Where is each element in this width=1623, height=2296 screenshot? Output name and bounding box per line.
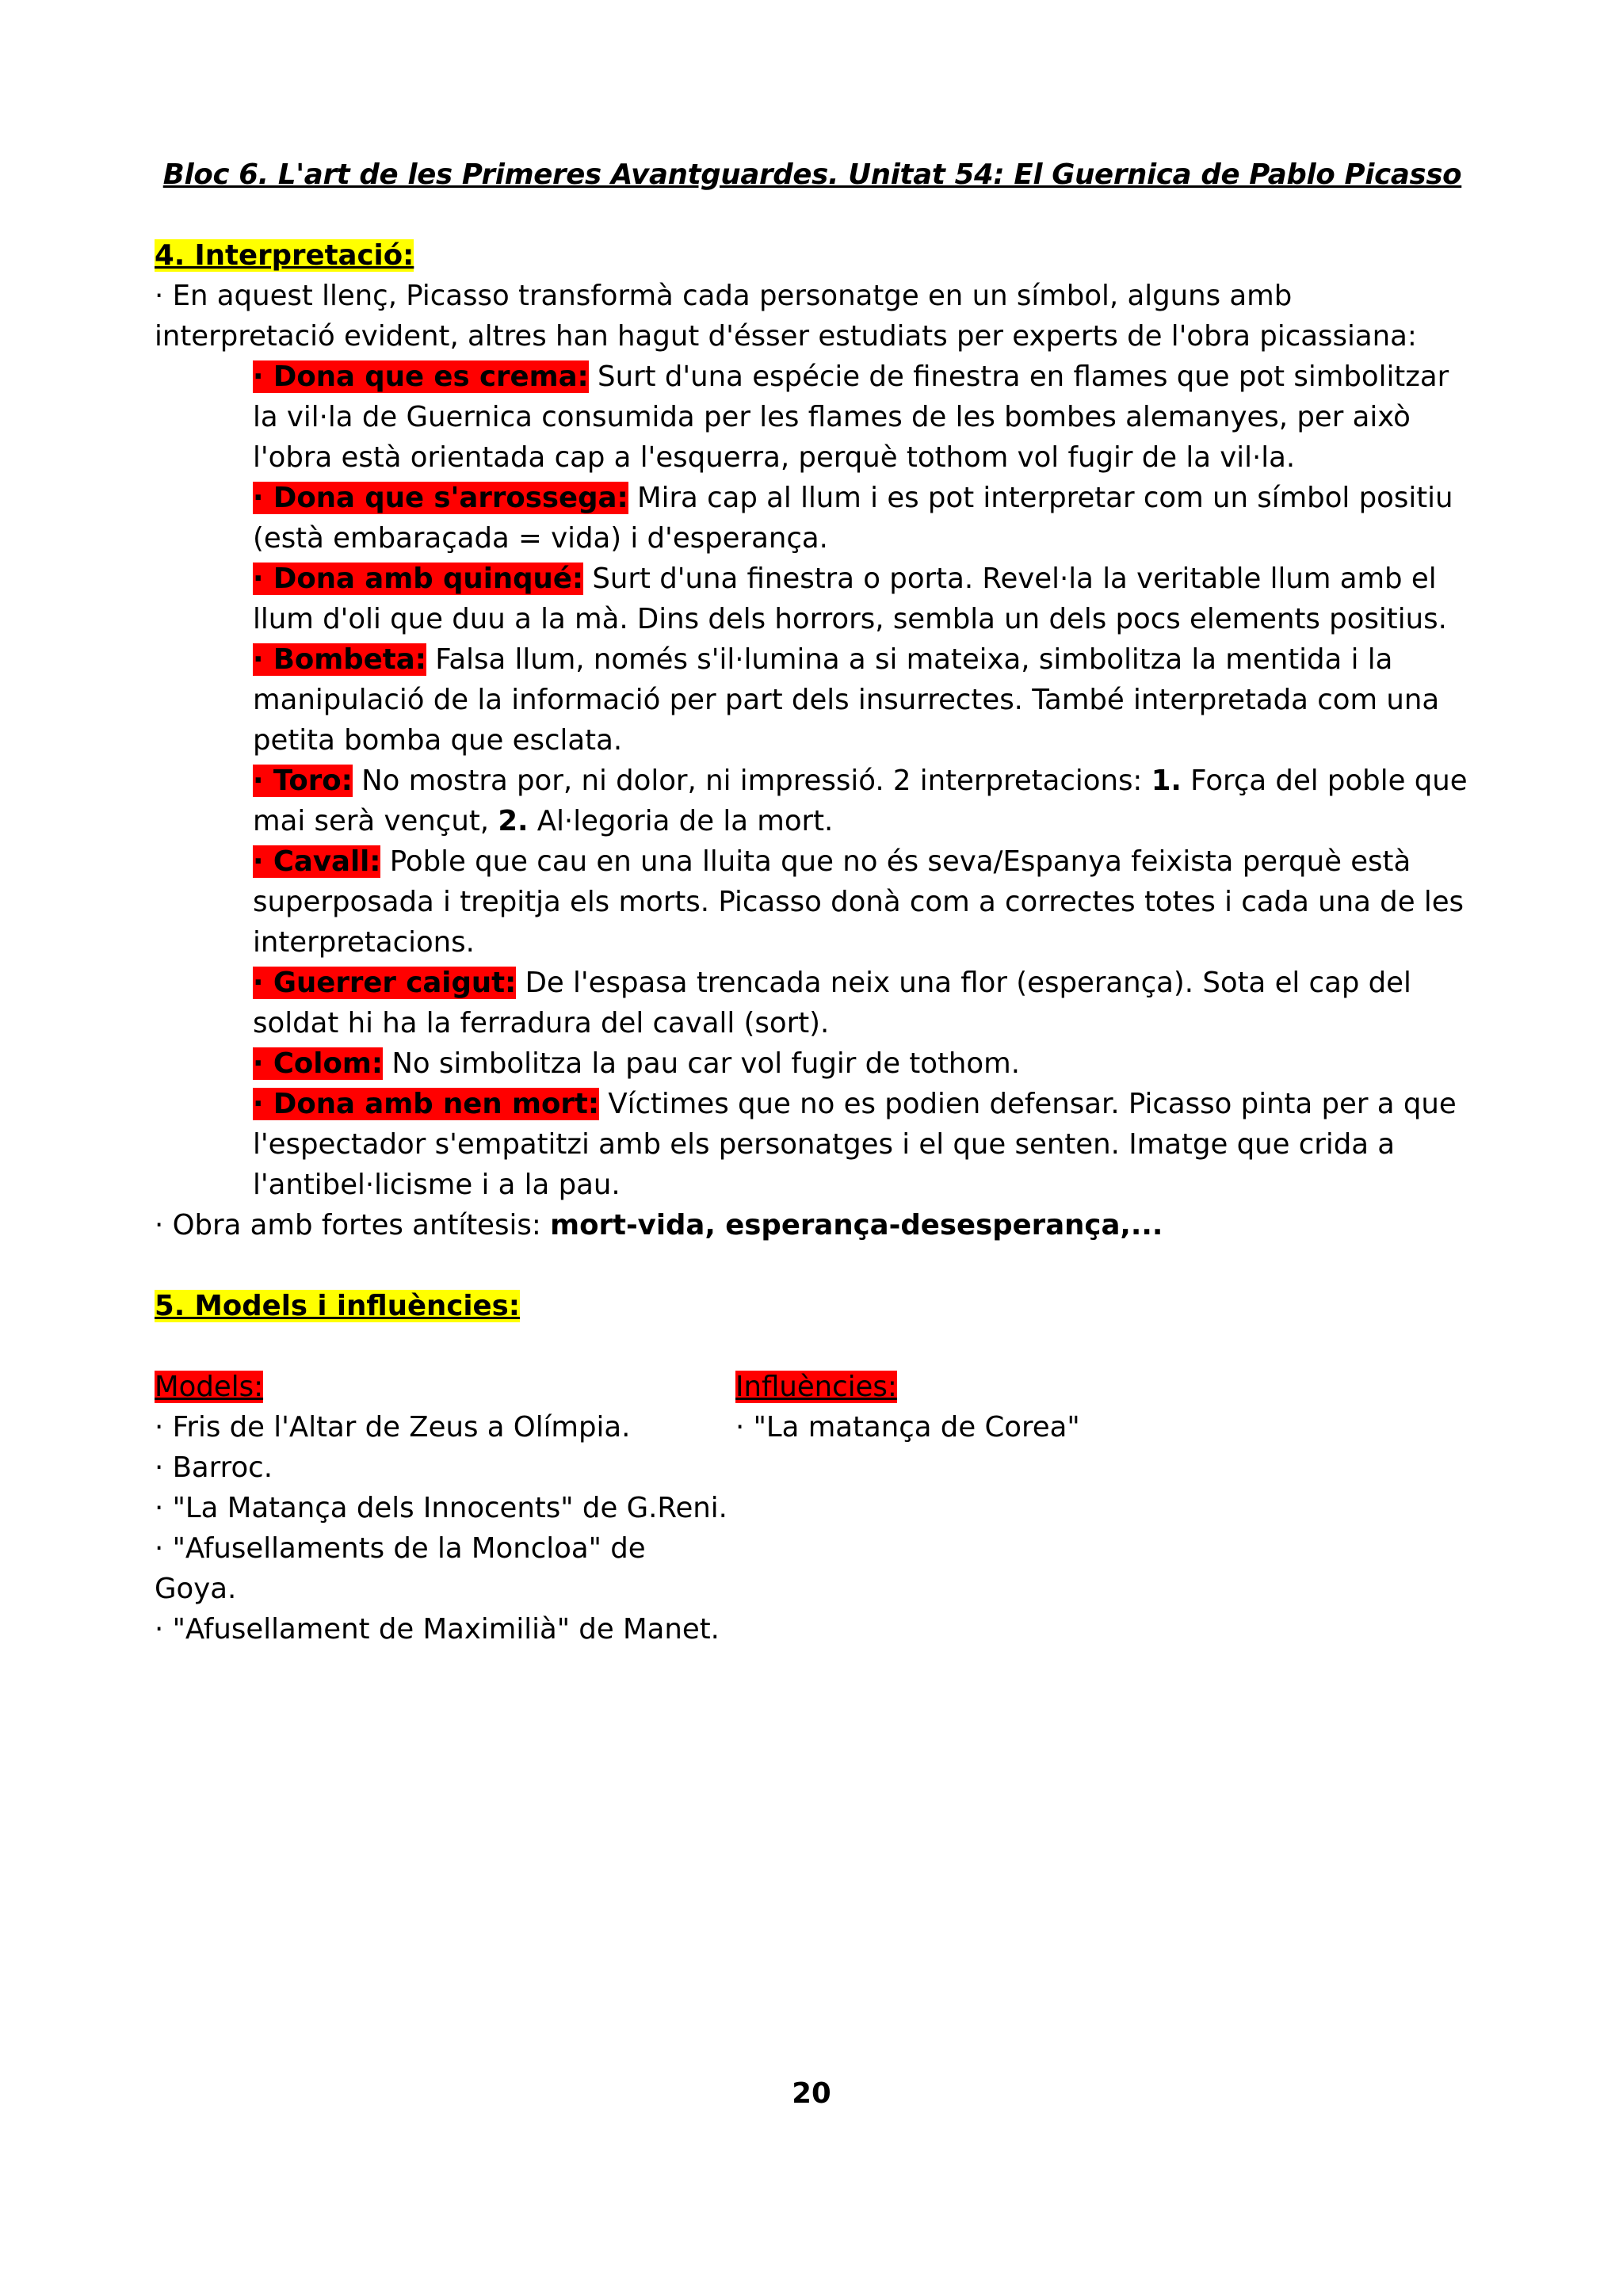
symbol-item [155, 559, 1470, 639]
symbol-term: · Dona que s'arrossega: [253, 482, 628, 514]
section-4-heading: 4. Interpretació: [155, 239, 414, 272]
symbol-term: · Dona amb quinqué: [253, 563, 584, 595]
symbol-text: Víctimes que no es podien defensar. Picasso pinta per a que l'espectador s'empatitzi amb els personatges i el que senten. Imatge que crida a l'antibel·licisme i a la pau. [253, 1088, 1457, 1201]
models-column [155, 1367, 735, 1650]
list-item: · "La Matança dels Innocents" de G.Reni. [155, 1492, 727, 1524]
section-5 [155, 1286, 1470, 1650]
symbol-item [155, 478, 1470, 559]
models-label: Models: [155, 1371, 264, 1403]
document-page [155, 154, 1470, 1650]
spacer [155, 1245, 1470, 1286]
spacer [155, 195, 1470, 235]
symbol-term: · Dona amb nen mort: [253, 1088, 600, 1120]
symbol-text: Surt d'una espécie de finestra en flames que pot simbolitzar la vil·la de Guernica consumida per les flames de les bombes alemanyes, per això l'obra està orientada cap a l'esquerra, perquè tothom vol fugir de la vil·la. [253, 360, 1449, 474]
symbol-item [155, 963, 1470, 1043]
influences-column [735, 1367, 1470, 1650]
symbol-text: Surt d'una finestra o porta. Revel·la la veritable llum amb el llum d'oli que duu a la mà. Dins dels horrors, sembla un dels pocs elements positius. [253, 563, 1447, 635]
symbol-term: · Bombeta: [253, 643, 426, 676]
symbol-term: · Colom: [253, 1047, 384, 1080]
symbol-item [155, 841, 1470, 963]
page-number: 20 [792, 2077, 831, 2110]
symbol-text: De l'espasa trencada neix una flor (esperança). Sota el cap del soldat hi ha la ferradura del cavall (sort). [253, 967, 1411, 1039]
spacer [155, 1326, 1470, 1367]
antithesis-line [155, 1205, 1470, 1245]
symbol-term: · Guerrer caigut: [253, 967, 517, 999]
symbol-term: · Dona que es crema: [253, 360, 589, 393]
interpretation-number: 2. [498, 805, 529, 837]
section-4 [155, 235, 1470, 1245]
influences-label: Influències: [735, 1371, 897, 1403]
symbol-text: Força del poble que mai serà vençut, [253, 765, 1468, 837]
symbol-term: · Toro: [253, 765, 353, 797]
symbol-item [155, 357, 1470, 478]
list-item: · "Afusellament de Maximilià" de Manet. [155, 1613, 720, 1646]
list-item: · "Afusellaments de la Moncloa" de Goya. [155, 1532, 646, 1605]
symbol-text: Al·legoria de la mort. [528, 805, 834, 837]
symbol-text: Falsa llum, només s'il·lumina a si mateixa, simbolitza la mentida i la manipulació de la informació per part dels insurrectes. També interpretada com una petita bomba que esclata. [253, 643, 1440, 757]
symbol-item [155, 1084, 1470, 1205]
antithesis-prefix: · Obra amb fortes antítesis: [155, 1209, 551, 1241]
list-item: · "La matança de Corea" [735, 1411, 1080, 1444]
symbol-item [155, 1043, 1470, 1084]
symbol-text: No mostra por, ni dolor, ni impressió. 2 interpretacions: [352, 765, 1151, 797]
symbol-item [155, 639, 1470, 761]
symbol-text: Mira cap al llum i es pot interpretar com un símbol positiu (està embaraçada = vida) i d'esperança. [253, 482, 1453, 555]
symbol-text: No simbolitza la pau car vol fugir de tothom. [383, 1047, 1020, 1080]
section-5-heading: 5. Models i influències: [155, 1290, 520, 1322]
document-title: Bloc 6. L'art de les Primeres Avantguardes. Unitat 54: El Guernica de Pablo Picasso [162, 158, 1462, 191]
models-influences-columns [155, 1367, 1470, 1650]
symbol-term: · Cavall: [253, 845, 381, 878]
section-4-intro: · En aquest llenç, Picasso transformà cada personatge en un símbol, alguns amb interpretació evident, altres han hagut d'ésser estudiats per experts de l'obra picassiana: [155, 280, 1417, 353]
antithesis-bold: mort-vida, esperança-desesperança,... [550, 1209, 1163, 1241]
interpretation-number: 1. [1151, 765, 1182, 797]
list-item: · Fris de l'Altar de Zeus a Olímpia. [155, 1411, 631, 1444]
list-item: · Barroc. [155, 1451, 273, 1484]
symbol-item-toro [155, 761, 1470, 841]
symbol-text: Poble que cau en una lluita que no és seva/Espanya feixista perquè està superposada i trepitja els morts. Picasso donà com a correctes totes i cada una de les interpretacions. [253, 845, 1465, 959]
